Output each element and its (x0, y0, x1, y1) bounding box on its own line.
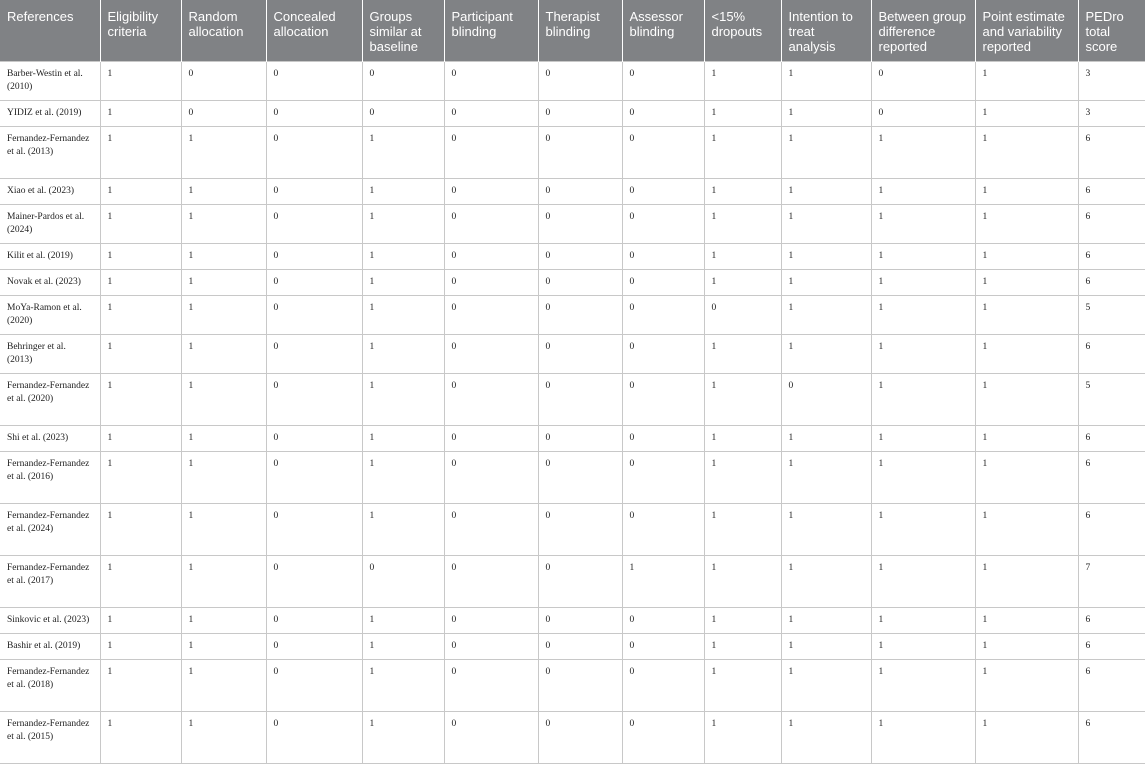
score-cell: 1 (704, 608, 781, 634)
score-cell: 6 (1078, 426, 1145, 452)
header-groups-similar: Groups similar at baseline (362, 0, 444, 62)
score-cell: 5 (1078, 296, 1145, 335)
score-cell: 0 (622, 504, 704, 556)
score-cell: 1 (704, 101, 781, 127)
score-cell: 1 (975, 426, 1078, 452)
score-cell: 0 (266, 556, 362, 608)
score-cell: 0 (538, 296, 622, 335)
score-cell: 1 (975, 660, 1078, 712)
score-cell: 1 (781, 335, 871, 374)
score-cell: 0 (538, 426, 622, 452)
score-cell: 1 (362, 205, 444, 244)
score-cell: 1 (975, 101, 1078, 127)
score-cell: 1 (704, 426, 781, 452)
score-cell: 0 (266, 452, 362, 504)
score-cell: 1 (781, 296, 871, 335)
score-cell: 1 (100, 179, 181, 205)
score-cell: 1 (362, 374, 444, 426)
score-cell: 1 (704, 504, 781, 556)
score-cell: 6 (1078, 608, 1145, 634)
score-cell: 1 (871, 452, 975, 504)
score-cell: 1 (181, 426, 266, 452)
score-cell: 0 (622, 712, 704, 764)
score-cell: 0 (266, 374, 362, 426)
score-cell: 0 (444, 270, 538, 296)
score-cell: 1 (181, 660, 266, 712)
score-cell: 0 (181, 101, 266, 127)
table-header (0, 0, 1145, 62)
score-cell: 0 (266, 101, 362, 127)
score-cell: 0 (538, 127, 622, 179)
header-assessor-blinding: Assessor blinding (622, 0, 704, 62)
score-cell: 6 (1078, 634, 1145, 660)
score-cell: 0 (444, 712, 538, 764)
score-cell: 0 (266, 205, 362, 244)
score-cell: 1 (704, 335, 781, 374)
score-cell: 0 (538, 452, 622, 504)
score-cell: 6 (1078, 179, 1145, 205)
score-cell: 0 (444, 660, 538, 712)
score-cell: 0 (266, 179, 362, 205)
score-cell: 1 (704, 205, 781, 244)
score-cell: 0 (538, 179, 622, 205)
score-cell: 0 (622, 335, 704, 374)
score-cell: 1 (781, 244, 871, 270)
score-cell: 1 (362, 244, 444, 270)
score-cell: 1 (362, 127, 444, 179)
reference-cell: MoYa-Ramon et al. (2020) (0, 296, 100, 335)
score-cell: 3 (1078, 101, 1145, 127)
score-cell: 1 (100, 127, 181, 179)
score-cell: 1 (704, 634, 781, 660)
score-cell: 1 (362, 426, 444, 452)
reference-cell: Behringer et al. (2013) (0, 335, 100, 374)
score-cell: 0 (538, 270, 622, 296)
score-cell: 0 (444, 205, 538, 244)
score-cell: 1 (181, 127, 266, 179)
score-cell: 1 (181, 244, 266, 270)
score-cell: 6 (1078, 452, 1145, 504)
table-row (0, 374, 1145, 426)
score-cell: 1 (704, 244, 781, 270)
score-cell: 6 (1078, 127, 1145, 179)
score-cell: 1 (781, 452, 871, 504)
score-cell: 1 (100, 556, 181, 608)
score-cell: 1 (181, 634, 266, 660)
reference-cell: Fernandez-Fernandez et al. (2024) (0, 504, 100, 556)
score-cell: 0 (622, 660, 704, 712)
score-cell: 1 (975, 270, 1078, 296)
score-cell: 0 (781, 374, 871, 426)
score-cell: 1 (100, 270, 181, 296)
score-cell: 0 (538, 101, 622, 127)
score-cell: 1 (362, 712, 444, 764)
score-cell: 0 (538, 205, 622, 244)
table-row (0, 244, 1145, 270)
score-cell: 1 (871, 374, 975, 426)
reference-cell: Mainer-Pardos et al. (2024) (0, 205, 100, 244)
score-cell: 1 (704, 62, 781, 101)
score-cell: 7 (1078, 556, 1145, 608)
reference-cell: Xiao et al. (2023) (0, 179, 100, 205)
score-cell: 1 (871, 608, 975, 634)
score-cell: 1 (781, 556, 871, 608)
score-cell: 1 (100, 452, 181, 504)
header-random-allocation: Random allocation (181, 0, 266, 62)
score-cell: 0 (538, 374, 622, 426)
score-cell: 1 (622, 556, 704, 608)
score-cell: 1 (871, 634, 975, 660)
score-cell: 0 (266, 296, 362, 335)
score-cell: 1 (871, 556, 975, 608)
score-cell: 0 (704, 296, 781, 335)
score-cell: 1 (781, 608, 871, 634)
score-cell: 0 (538, 244, 622, 270)
table-row (0, 205, 1145, 244)
score-cell: 1 (975, 127, 1078, 179)
score-cell: 0 (444, 556, 538, 608)
score-cell: 1 (362, 452, 444, 504)
reference-cell: Novak et al. (2023) (0, 270, 100, 296)
score-cell: 1 (100, 101, 181, 127)
score-cell: 1 (181, 556, 266, 608)
score-cell: 0 (622, 634, 704, 660)
score-cell: 1 (181, 335, 266, 374)
score-cell: 1 (975, 296, 1078, 335)
score-cell: 0 (266, 335, 362, 374)
table-row (0, 634, 1145, 660)
score-cell: 1 (975, 608, 1078, 634)
score-cell: 1 (181, 712, 266, 764)
header-row (0, 0, 1145, 62)
header-point-estimate: Point estimate and variability reported (975, 0, 1078, 62)
score-cell: 6 (1078, 205, 1145, 244)
score-cell: 6 (1078, 270, 1145, 296)
header-therapist-blinding: Therapist blinding (538, 0, 622, 62)
table-row (0, 556, 1145, 608)
score-cell: 1 (181, 504, 266, 556)
score-cell: 1 (100, 608, 181, 634)
score-cell: 1 (781, 205, 871, 244)
score-cell: 0 (444, 504, 538, 556)
table-row (0, 62, 1145, 101)
score-cell: 0 (444, 452, 538, 504)
score-cell: 0 (362, 62, 444, 101)
score-cell: 0 (538, 62, 622, 101)
score-cell: 0 (538, 608, 622, 634)
score-cell: 0 (444, 634, 538, 660)
table-row (0, 712, 1145, 764)
score-cell: 1 (100, 426, 181, 452)
score-cell: 6 (1078, 712, 1145, 764)
table-row (0, 608, 1145, 634)
score-cell: 0 (622, 374, 704, 426)
score-cell: 1 (781, 634, 871, 660)
score-cell: 6 (1078, 660, 1145, 712)
score-cell: 0 (266, 712, 362, 764)
score-cell: 0 (871, 62, 975, 101)
score-cell: 1 (871, 179, 975, 205)
header-pedro-total-score: PEDro total score (1078, 0, 1145, 62)
score-cell: 0 (622, 452, 704, 504)
score-cell: 1 (181, 296, 266, 335)
score-cell: 1 (781, 62, 871, 101)
score-cell: 1 (100, 62, 181, 101)
header-dropouts: <15% dropouts (704, 0, 781, 62)
score-cell: 1 (871, 660, 975, 712)
header-intention-to-treat: Intention to treat analysis (781, 0, 871, 62)
header-between-group-difference: Between group difference reported (871, 0, 975, 62)
score-cell: 1 (704, 270, 781, 296)
score-cell: 1 (975, 452, 1078, 504)
score-cell: 0 (538, 712, 622, 764)
score-cell: 0 (622, 608, 704, 634)
score-cell: 1 (871, 712, 975, 764)
score-cell: 0 (538, 335, 622, 374)
score-cell: 1 (975, 205, 1078, 244)
score-cell: 1 (100, 634, 181, 660)
score-cell: 0 (266, 244, 362, 270)
reference-cell: Barber-Westin et al. (2010) (0, 62, 100, 101)
score-cell: 0 (538, 556, 622, 608)
score-cell: 0 (181, 62, 266, 101)
score-cell: 1 (871, 426, 975, 452)
score-cell: 1 (181, 374, 266, 426)
score-cell: 0 (622, 426, 704, 452)
score-cell: 0 (444, 608, 538, 634)
score-cell: 0 (622, 296, 704, 335)
score-cell: 1 (100, 244, 181, 270)
score-cell: 0 (538, 504, 622, 556)
score-cell: 1 (975, 62, 1078, 101)
score-cell: 1 (362, 504, 444, 556)
score-cell: 1 (975, 634, 1078, 660)
reference-cell: Fernandez-Fernandez et al. (2015) (0, 712, 100, 764)
score-cell: 1 (781, 101, 871, 127)
score-cell: 0 (444, 127, 538, 179)
table-row (0, 452, 1145, 504)
score-cell: 1 (975, 556, 1078, 608)
table-row (0, 270, 1145, 296)
score-cell: 0 (538, 660, 622, 712)
reference-cell: Fernandez-Fernandez et al. (2013) (0, 127, 100, 179)
score-cell: 1 (704, 127, 781, 179)
score-cell: 1 (362, 608, 444, 634)
score-cell: 1 (781, 426, 871, 452)
table-row (0, 179, 1145, 205)
reference-cell: Fernandez-Fernandez et al. (2017) (0, 556, 100, 608)
score-cell: 1 (704, 179, 781, 205)
score-cell: 1 (781, 504, 871, 556)
score-cell: 0 (444, 374, 538, 426)
score-cell: 1 (871, 335, 975, 374)
score-cell: 0 (444, 335, 538, 374)
score-cell: 1 (100, 712, 181, 764)
score-cell: 1 (975, 374, 1078, 426)
score-cell: 1 (100, 374, 181, 426)
score-cell: 0 (362, 556, 444, 608)
table-row (0, 127, 1145, 179)
score-cell: 1 (975, 179, 1078, 205)
score-cell: 1 (975, 335, 1078, 374)
score-cell: 1 (871, 296, 975, 335)
score-cell: 1 (362, 660, 444, 712)
header-eligibility-criteria: Eligibility criteria (100, 0, 181, 62)
score-cell: 1 (781, 660, 871, 712)
score-cell: 1 (871, 270, 975, 296)
reference-cell: Fernandez-Fernandez et al. (2020) (0, 374, 100, 426)
score-cell: 1 (781, 712, 871, 764)
score-cell: 0 (266, 127, 362, 179)
score-cell: 0 (444, 426, 538, 452)
table-row (0, 504, 1145, 556)
score-cell: 1 (181, 179, 266, 205)
score-cell: 0 (444, 62, 538, 101)
score-cell: 1 (181, 452, 266, 504)
score-cell: 0 (266, 608, 362, 634)
reference-cell: Fernandez-Fernandez et al. (2016) (0, 452, 100, 504)
table-row (0, 335, 1145, 374)
score-cell: 1 (704, 660, 781, 712)
score-cell: 1 (362, 179, 444, 205)
score-cell: 0 (266, 660, 362, 712)
table-body (0, 62, 1145, 764)
score-cell: 0 (622, 127, 704, 179)
reference-cell: Kilit et al. (2019) (0, 244, 100, 270)
score-cell: 1 (704, 712, 781, 764)
score-cell: 1 (781, 270, 871, 296)
score-cell: 1 (975, 504, 1078, 556)
score-cell: 5 (1078, 374, 1145, 426)
reference-cell: Bashir et al. (2019) (0, 634, 100, 660)
score-cell: 1 (100, 504, 181, 556)
score-cell: 1 (100, 335, 181, 374)
score-cell: 0 (622, 62, 704, 101)
score-cell: 0 (266, 634, 362, 660)
score-cell: 0 (622, 101, 704, 127)
score-cell: 1 (362, 335, 444, 374)
score-cell: 6 (1078, 244, 1145, 270)
header-participant-blinding: Participant blinding (444, 0, 538, 62)
header-concealed-allocation: Concealed allocation (266, 0, 362, 62)
table-row (0, 296, 1145, 335)
score-cell: 0 (622, 205, 704, 244)
score-cell: 1 (362, 270, 444, 296)
reference-cell: Sinkovic et al. (2023) (0, 608, 100, 634)
score-cell: 1 (704, 556, 781, 608)
table-row (0, 101, 1145, 127)
score-cell: 1 (871, 205, 975, 244)
score-cell: 0 (444, 101, 538, 127)
score-cell: 0 (622, 179, 704, 205)
score-cell: 1 (362, 634, 444, 660)
score-cell: 6 (1078, 335, 1145, 374)
score-cell: 1 (181, 608, 266, 634)
score-cell: 1 (362, 296, 444, 335)
score-cell: 0 (871, 101, 975, 127)
score-cell: 0 (362, 101, 444, 127)
score-cell: 3 (1078, 62, 1145, 101)
score-cell: 1 (781, 179, 871, 205)
score-cell: 0 (622, 270, 704, 296)
score-cell: 1 (100, 205, 181, 244)
score-cell: 1 (871, 244, 975, 270)
score-cell: 1 (100, 660, 181, 712)
score-cell: 1 (704, 452, 781, 504)
score-cell: 0 (266, 62, 362, 101)
table-row (0, 426, 1145, 452)
score-cell: 0 (266, 426, 362, 452)
score-cell: 0 (444, 179, 538, 205)
reference-cell: YIDIZ et al. (2019) (0, 101, 100, 127)
score-cell: 0 (266, 504, 362, 556)
score-cell: 1 (975, 244, 1078, 270)
score-cell: 1 (871, 504, 975, 556)
table-row (0, 660, 1145, 712)
score-cell: 0 (444, 296, 538, 335)
score-cell: 0 (538, 634, 622, 660)
score-cell: 0 (266, 270, 362, 296)
reference-cell: Fernandez-Fernandez et al. (2018) (0, 660, 100, 712)
score-cell: 1 (704, 374, 781, 426)
score-cell: 1 (871, 127, 975, 179)
score-cell: 1 (975, 712, 1078, 764)
score-cell: 1 (100, 296, 181, 335)
score-cell: 1 (181, 270, 266, 296)
reference-cell: Shi et al. (2023) (0, 426, 100, 452)
header-references: References (0, 0, 100, 62)
score-cell: 1 (781, 127, 871, 179)
score-cell: 0 (622, 244, 704, 270)
score-cell: 0 (444, 244, 538, 270)
score-cell: 6 (1078, 504, 1145, 556)
score-cell: 1 (181, 205, 266, 244)
